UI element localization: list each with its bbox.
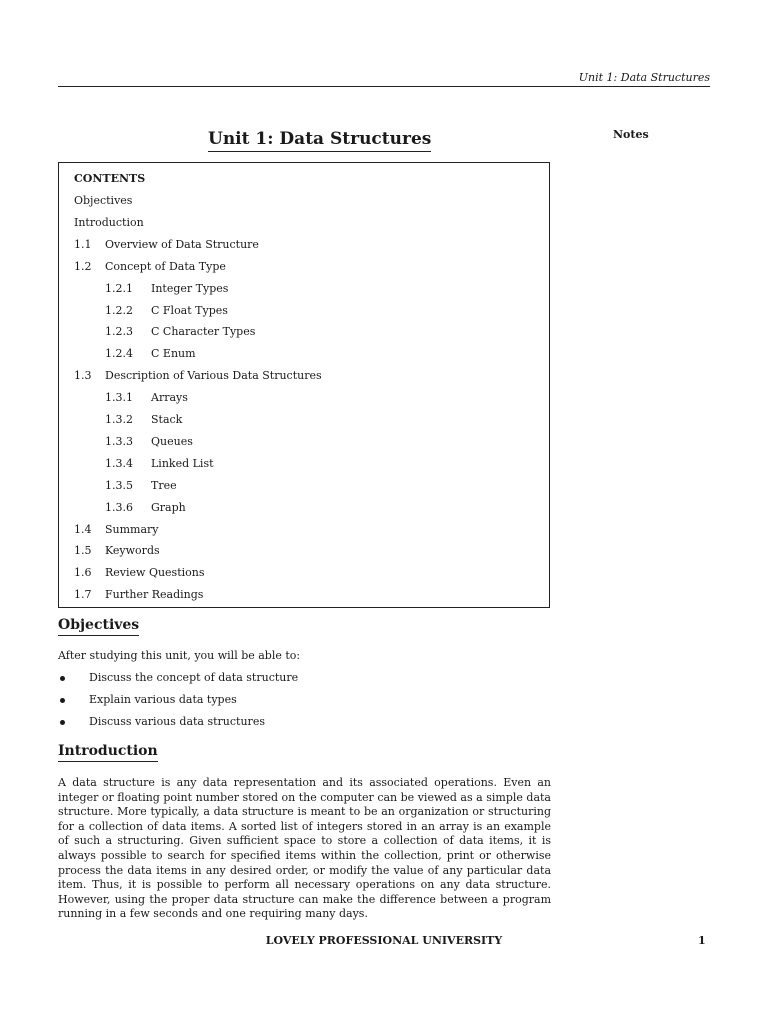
- bullet-dot-icon: [60, 698, 65, 703]
- objectives-heading: Objectives: [58, 616, 139, 636]
- toc-item-label: Stack: [151, 413, 183, 426]
- contents-heading: CONTENTS: [74, 172, 146, 185]
- toc-item-number: 1.2.2: [105, 303, 133, 317]
- toc-item-number: 1.3.1: [105, 391, 133, 405]
- objectives-lead: After studying this unit, you will be able to:: [58, 649, 301, 662]
- toc-item-label: Graph: [151, 500, 186, 514]
- toc-item-label: Review Questions: [105, 566, 205, 580]
- objective-text: Discuss various data structures: [89, 715, 265, 728]
- toc-item-label: Summary: [105, 522, 159, 536]
- toc-item-number: 1.2.4: [105, 347, 133, 361]
- toc-item-label: Description of Various Data Structures: [105, 369, 322, 383]
- toc-item-number: 1.2: [74, 259, 92, 273]
- toc-item-label: C Enum: [151, 347, 196, 361]
- toc-item-label: Arrays: [151, 391, 188, 405]
- introduction-heading: Introduction: [58, 742, 158, 762]
- toc-item-number: 1.3.6: [105, 500, 133, 514]
- bullet-dot-icon: [60, 720, 65, 725]
- toc-item-number: 1.3: [74, 369, 92, 383]
- toc-item-label: Introduction: [74, 215, 144, 229]
- toc-item-number: 1.6: [74, 566, 92, 580]
- running-head: Unit 1: Data Structures: [58, 70, 710, 87]
- toc-item-label: Objectives: [74, 194, 133, 207]
- toc-item-label: C Character Types: [151, 325, 256, 339]
- notes-margin-label: Notes: [613, 128, 649, 141]
- toc-item-label: Integer Types: [151, 281, 229, 295]
- toc-item-number: 1.5: [74, 544, 92, 558]
- toc-item-label: Further Readings: [105, 588, 204, 602]
- toc-item-number: 1.3.5: [105, 478, 133, 492]
- toc-item-label: C Float Types: [151, 303, 228, 317]
- page-title: Unit 1: Data Structures: [208, 128, 431, 152]
- introduction-paragraph: A data structure is any data representation and its associated operations. Even an integer or ﬂoating point number stored on the computer can be viewed as a simple data structure. More typically, a data structure is meant to be an organization or structuring for a collection of data items. A sorted list of integers stored in an array is an example of such a structuring. Given suﬃcient space to store a collection of data items, it is always possible to search for speciﬁed items within the collection, print or otherwise process the data items in any desired order, or modify the value of any particular data item. Thus, it is possible to perform all necessary operations on any data structure. However, using the proper data structure can make the difference between a program running in a few seconds and one requiring many days.: [58, 776, 551, 921]
- bullet-dot-icon: [60, 676, 65, 681]
- toc-item-number: 1.1: [74, 237, 92, 251]
- toc-item-number: 1.7: [74, 588, 92, 602]
- toc-item-number: 1.3.3: [105, 434, 133, 448]
- toc-item-label: Tree: [151, 478, 177, 492]
- toc-item-label: Linked List: [151, 456, 214, 470]
- toc-item-number: 1.4: [74, 522, 92, 536]
- toc-item-number: 1.2.3: [105, 325, 133, 339]
- toc-item-label: Queues: [151, 434, 193, 448]
- page-number: 1: [698, 934, 706, 947]
- toc-item-number: 1.3.4: [105, 456, 133, 470]
- objective-text: Discuss the concept of data structure: [89, 671, 299, 684]
- toc-item-label: Concept of Data Type: [105, 259, 226, 273]
- contents-box: [58, 162, 550, 608]
- toc-item-number: 1.3.2: [105, 413, 133, 426]
- objective-text: Explain various data types: [89, 693, 237, 706]
- toc-item-number: 1.2.1: [105, 281, 133, 295]
- toc-item-label: Overview of Data Structure: [105, 237, 259, 251]
- toc-item-label: Keywords: [105, 544, 160, 558]
- footer-university: LOVELY PROFESSIONAL UNIVERSITY: [265, 934, 503, 947]
